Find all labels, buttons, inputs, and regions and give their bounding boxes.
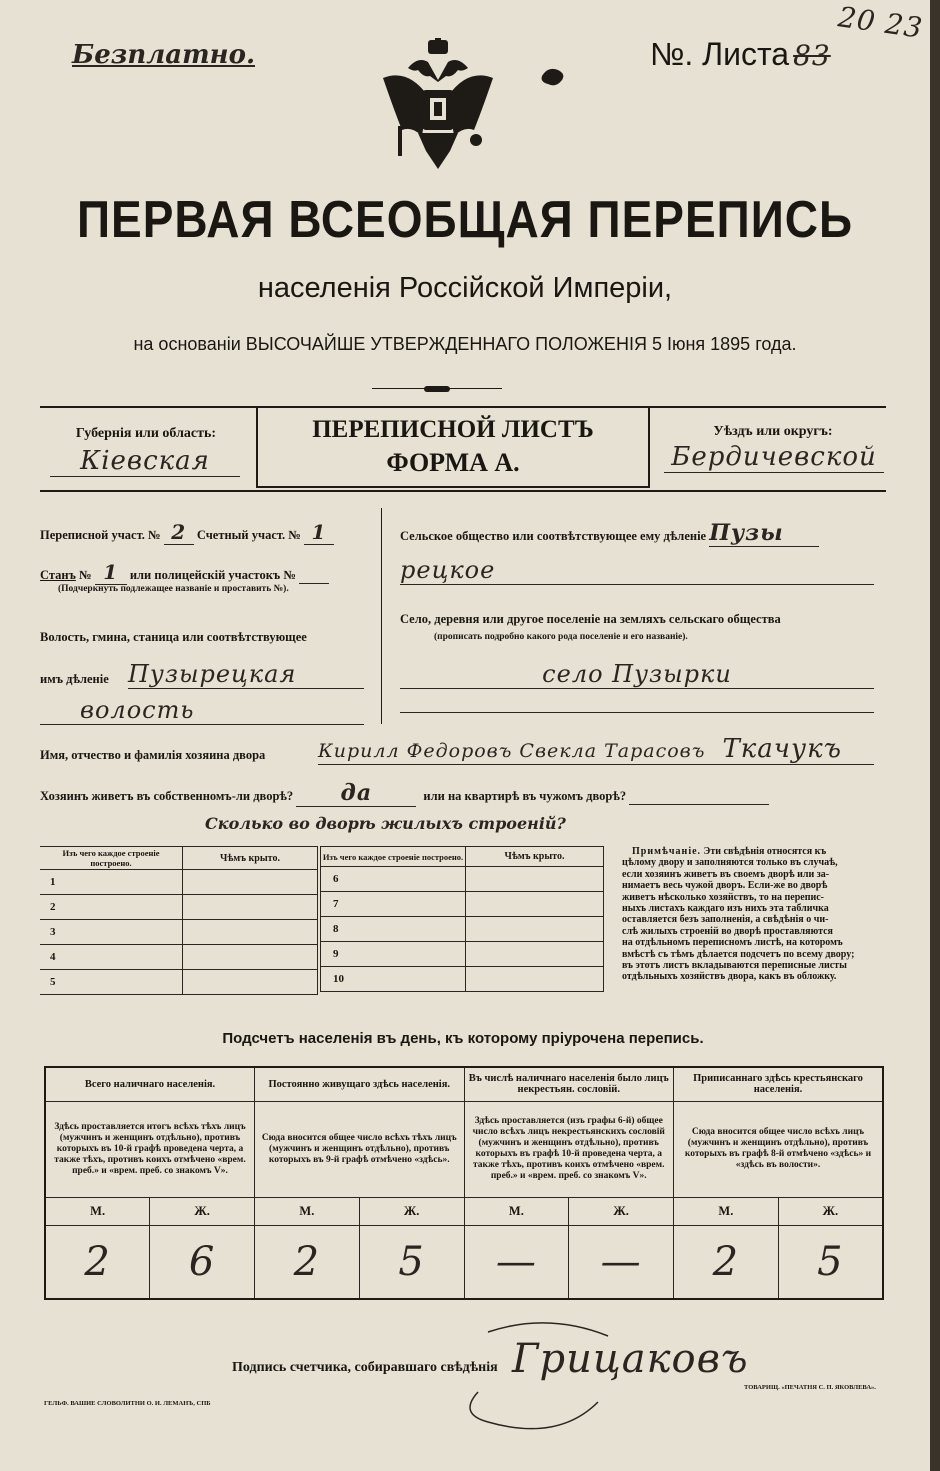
free-label: Безплатно. — [72, 40, 255, 70]
society-label: Сельское общество или соотвѣтствующее ему дѣленіе Пузы — [400, 520, 890, 547]
population-col-permanent-title: Постоянно живущаго здѣсь населенія. — [255, 1067, 465, 1101]
village-value: село Пузырки — [400, 660, 874, 689]
peasant-female: 5 — [778, 1225, 883, 1299]
buildings-question: Сколько во дворѣ жилыхъ строеній? — [205, 814, 566, 833]
owner-name-value: Кирилл Федоровъ Свекла Тарасовъ Ткачукъ — [318, 734, 874, 765]
ink-blot-icon — [538, 62, 568, 92]
population-col-peasant-title: Приписаннаго здѣсь крестьянскаго населенія. — [674, 1067, 884, 1101]
owner-name-row: Имя, отчество и фамилія хозяина двора — [40, 748, 266, 762]
population-col-nonpeasant-title: Въ числѣ наличнаго населенія было лицъ некрестьян. сословій. — [464, 1067, 674, 1101]
census-section-value: 2 — [164, 520, 194, 545]
permanent-male: 2 — [255, 1225, 360, 1299]
title-main: ПЕРВАЯ ВСЕОБЩАЯ ПЕРЕПИСЬ — [76, 189, 854, 249]
stan-no-label: № — [79, 568, 92, 582]
society-value-2: рецкое — [400, 556, 874, 585]
printer-right: ТОВАРИЩ. «ПЕЧАТНЯ С. П. ЯКОВЛЕВА». — [744, 1384, 876, 1391]
population-col-total-title: Всего наличнаго населенія. — [45, 1067, 255, 1101]
count-section-value: 1 — [304, 520, 334, 545]
buildings-table-left: Изъ чего каждое строеніе построено. Чѣмъ крыто. 1 2 3 4 5 — [40, 846, 318, 995]
signature-value: Грицаковъ — [512, 1336, 749, 1382]
census-section-label: Переписной участ. № 2 Счетный участ. № 1 — [40, 520, 334, 545]
police-label: или полицейскій участокъ № — [129, 568, 296, 582]
corner-marks: 20 23 — [836, 0, 926, 45]
title-sub: населенія Россійской Имперіи, — [257, 272, 673, 304]
sheet-number — [650, 36, 831, 73]
stan-label: Станъ — [40, 568, 76, 582]
peasant-male: 2 — [674, 1225, 779, 1299]
double-headed-eagle-icon — [378, 38, 498, 173]
stan-value: 1 — [95, 560, 127, 585]
total-male: 2 — [45, 1225, 150, 1299]
volost-value-2: волость — [40, 696, 364, 725]
title-basis: на основаніи ВЫСОЧАЙШЕ УТВЕРЖДЕННАГО ПОЛОЖЕНІЯ 5 Іюня 1895 года. — [133, 334, 797, 354]
nonpeasant-male: — — [464, 1225, 569, 1299]
ornament-divider — [372, 386, 502, 392]
stan-row — [40, 560, 329, 585]
total-female: 6 — [150, 1225, 255, 1299]
population-heading: Подсчетъ населенія въ день, къ которому пріурочена перепись. — [222, 1030, 704, 1047]
buildings-table-right: Изъ чего каждое строеніе построено. Чѣмъ крыто. 6 7 8 9 10 — [320, 846, 604, 992]
signature-flourish-icon — [448, 1312, 708, 1442]
column-divider — [381, 508, 382, 724]
buildings-note: Примѣчаніе. Эти свѣдѣнія относятся къ цѣлому двору и заполняются только въ случаѣ, если хозяинъ живетъ въ своемъ дворѣ или за- нимаетъ весь чужой дворъ. Если-же во дворѣ живетъ нѣсколько хозяйствъ, то на перепис- ныхъ листахъ каждаго изъ нихъ эта табличка оставляется безъ заполненія, а свѣдѣнія о чи- слѣ жилыхъ строеній во дворѣ проставляются на отдѣльномъ переписномъ листѣ, на которомъ вмѣстѣ съ тѣмъ дѣлается подсчетъ по всему двору; въ этотъ листъ вкладываются переписные листы отдѣльныхъ хозяйствъ двора, какъ въ обложку. — [622, 846, 855, 983]
village-label: Село, деревня или другое поселеніе на земляхъ сельскаго общества — [400, 612, 781, 626]
form-title: ПЕРЕПИСНОЙ ЛИСТЪ — [312, 416, 594, 443]
volost-label: Волость, гмина, станица или соотвѣтствующее — [40, 630, 307, 644]
form-name: ФОРМА А. — [386, 448, 520, 477]
village-hint: (прописать подробно какого рода поселеніе и его названіе). — [434, 632, 688, 642]
society-value: Пузы — [709, 520, 819, 547]
district-value: Бердичевской — [664, 442, 884, 473]
sheet-number-label: №. Листа — [650, 36, 790, 72]
permanent-female: 5 — [359, 1225, 464, 1299]
signature-label: Подпись счетчика, собиравшаго свѣдѣнія — [232, 1360, 498, 1375]
printer-left: ГЕЛЬФ. ВАШИЕ СЛОВОЛИТНИ О. И. ЛЕМАНЪ, СПБ — [44, 1400, 211, 1407]
nonpeasant-female: — — [569, 1225, 674, 1299]
province-label: Губернія или область: — [75, 426, 217, 441]
province-value: Кіевская — [50, 446, 240, 477]
stan-hint: (Подчеркнуть подлежащее названіе и проставить №). — [58, 584, 289, 594]
district-label: Уѣздъ или округъ: — [713, 424, 833, 439]
sheet-number-value: 83 — [793, 39, 831, 72]
volost-label-2: имъ дѣленіе — [40, 672, 109, 686]
population-table: Всего наличнаго населенія. Постоянно живущаго здѣсь населенія. Въ числѣ наличнаго населенія было лицъ некрестьян. сословій. Приписаннаго здѣсь крестьянскаго населенія. Здѣсь проставляется итогъ всѣхъ тѣхъ лицъ (мужчинъ и женщинъ отдѣльно), противъ которыхъ въ 10-й графѣ проведена черта, а также тѣхъ, противъ коихъ отмѣчено «врем. преб.» и «врем. преб. со знакомъ V». Сюда вносится общее число всѣхъ тѣхъ лицъ (мужчинъ и женщинъ отдѣльно), противъ которыхъ въ 9-й графѣ отмѣчено «здѣсь». Здѣсь проставляется (изъ графы 6-й) общее число всѣхъ лицъ некрестьянскихъ сословій (мужчинъ и женщинъ отдѣльно), противъ которыхъ въ графѣ 10-й проведена черта, а также тѣхъ, противъ коихъ отмѣчено «врем. преб.» и «врем. преб. со знакомъ V». Сюда вносится общее число всѣхъ лицъ (мужчинъ и женщинъ отдѣльно), противъ которыхъ въ графѣ 8-й отмѣчено «здѣсь» и «здѣсь въ волости». М. Ж. М. Ж. М. Ж. М. Ж. 2 6 2 5 — — 2 5 — [44, 1066, 884, 1300]
volost-value: Пузырецкая — [128, 660, 364, 689]
own-yard-value: да — [296, 780, 416, 807]
own-yard-row: Хозяинъ живетъ въ собственномъ-ли дворѣ? да или на квартирѣ въ чужомъ дворѣ? — [40, 780, 769, 807]
